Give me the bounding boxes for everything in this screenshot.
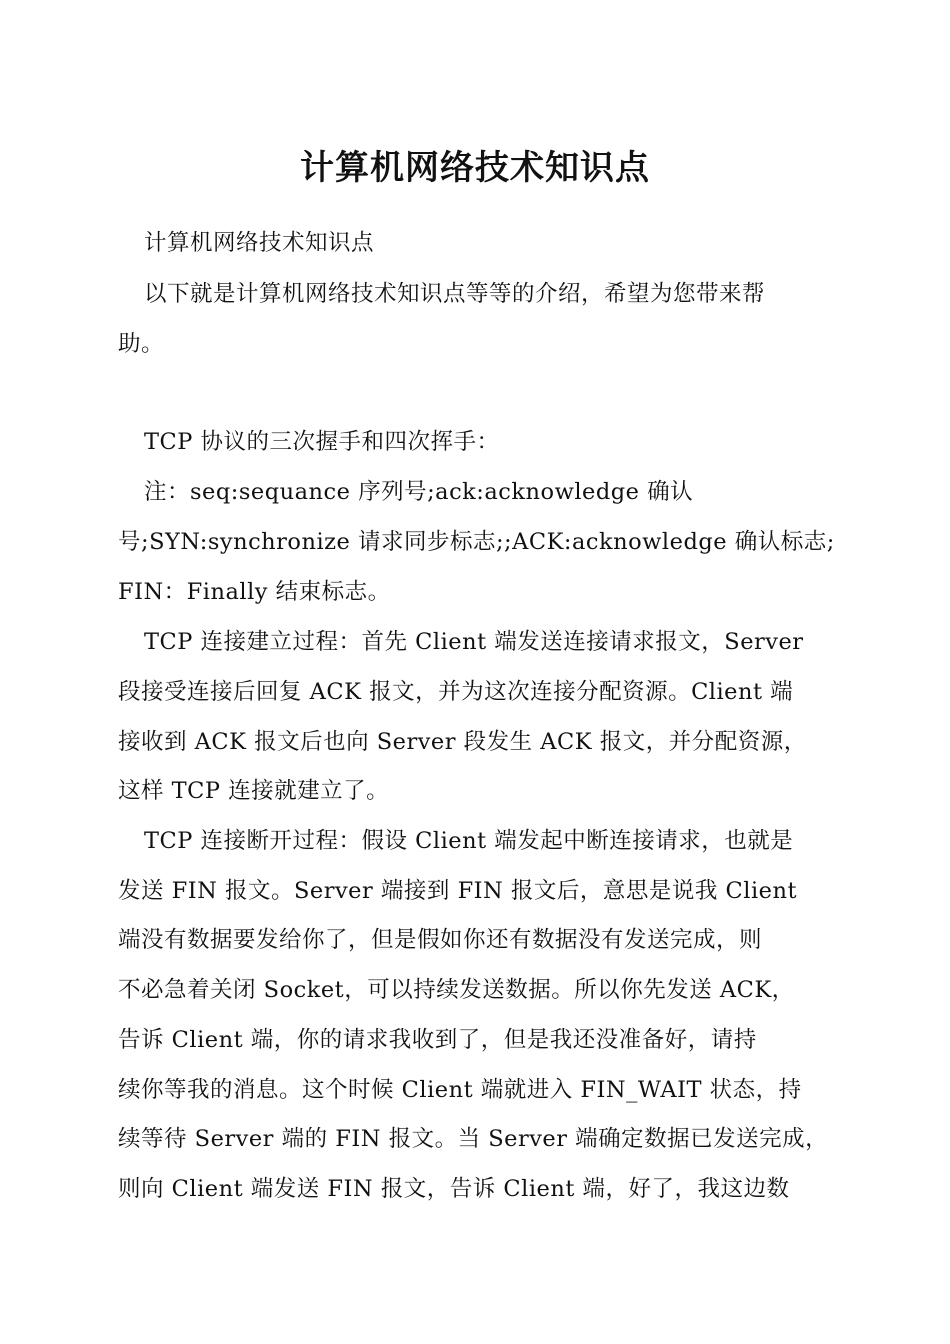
paragraph-line: 接收到 ACK 报文后也向 Server 段发生 ACK 报文，并分配资源， xyxy=(118,729,807,755)
paragraph-line: 续你等我的消息。这个时候 Client 端就进入 FIN_WAIT 状态，持 xyxy=(118,1077,802,1103)
paragraph-line: 计算机网络技术知识点 xyxy=(144,230,375,256)
paragraph-line: 端没有数据要发给你了，但是假如你还有数据没有发送完成，则 xyxy=(118,927,763,953)
paragraph-line: 号;SYN:synchronize 请求同步标志;;ACK:acknowledge 确认标志; xyxy=(118,529,835,555)
paragraph-line: 助。 xyxy=(118,331,165,357)
paragraph-line: TCP 协议的三次握手和四次挥手： xyxy=(144,429,500,455)
paragraph-line: 这样 TCP 连接就建立了。 xyxy=(118,778,390,804)
paragraph-line: 注：seq:sequance 序列号;ack:acknowledge 确认 xyxy=(144,479,694,505)
paragraph-line: TCP 连接建立过程：首先 Client 端发送连接请求报文，Server xyxy=(144,629,804,655)
paragraph-line: 段接受连接后回复 ACK 报文，并为这次连接分配资源。Client 端 xyxy=(118,679,794,705)
paragraph-line: 则向 Client 端发送 FIN 报文，告诉 Client 端，好了，我这边数 xyxy=(118,1176,790,1202)
paragraph-line: TCP 连接断开过程：假设 Client 端发起中断连接请求，也就是 xyxy=(144,828,794,854)
document-title: 计算机网络技术知识点 xyxy=(300,148,650,188)
paragraph-line: 不必急着关闭 Socket，可以持续发送数据。所以你先发送 ACK， xyxy=(118,977,795,1003)
paragraph-line: 发送 FIN 报文。Server 端接到 FIN 报文后，意思是说我 Client xyxy=(118,878,798,904)
paragraph-line: 告诉 Client 端，你的请求我收到了，但是我还没准备好，请持 xyxy=(118,1027,757,1053)
paragraph-line: FIN：Finally 结束标志。 xyxy=(118,579,391,605)
paragraph-line: 以下就是计算机网络技术知识点等等的介绍，希望为您带来帮 xyxy=(144,281,766,307)
paragraph-line: 续等待 Server 端的 FIN 报文。当 Server 端确定数据已发送完成， xyxy=(118,1126,829,1152)
